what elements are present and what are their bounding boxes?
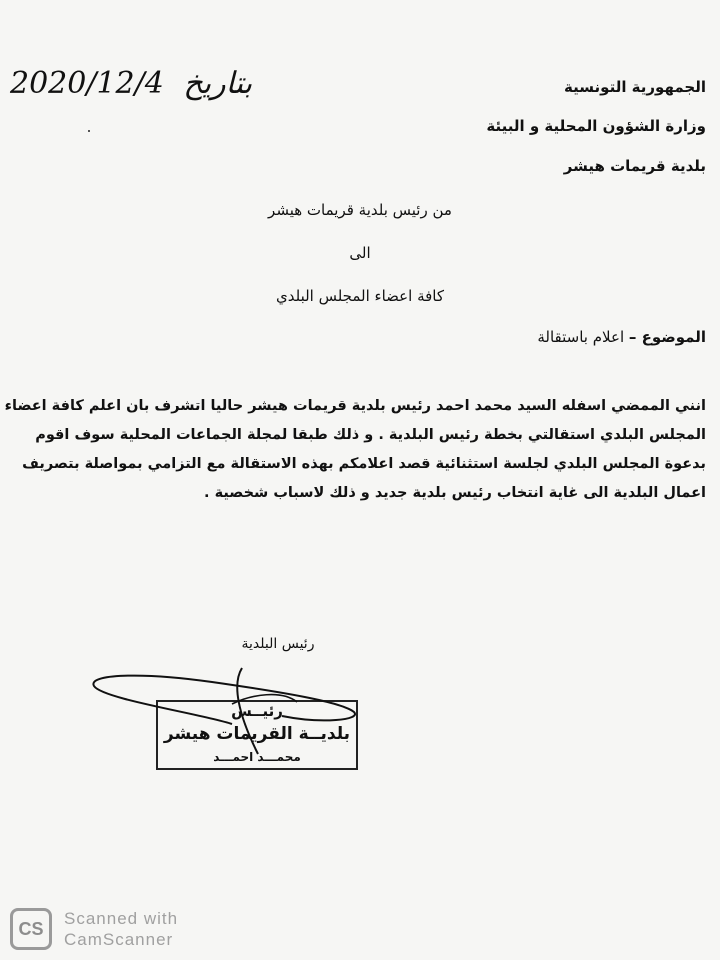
camscanner-watermark: [6, 906, 206, 952]
subject-text: اعلام باستقالة: [537, 328, 625, 346]
body-line: اعمال البلدية الى غاية انتخاب رئيس بلدية جديد و ذلك لاسباب شخصية .: [204, 485, 706, 501]
header-municipality: بلدية قريمات هيشر: [563, 157, 706, 175]
scanner-line2: CamScanner: [64, 930, 174, 949]
stamp-name: محمـــد احمـــد: [213, 750, 301, 764]
speck: [88, 130, 90, 132]
body-line: بدعوة المجلس البلدي لجلسة استثنائية قصد اعلامكم بهذه الاستقالة مع التزامي بمواصلة بتصريف: [22, 456, 706, 472]
header-ministry: وزارة الشؤون المحلية و البيئة: [486, 117, 706, 135]
from-line: من رئيس بلدية قريمات هيشر: [268, 201, 452, 219]
subject-line: [537, 328, 706, 346]
camscanner-text: [64, 908, 178, 950]
letter-body: [6, 392, 706, 508]
to-line: الى: [349, 244, 371, 262]
subject-label: الموضوع –: [628, 328, 706, 346]
body-line: انني الممضي اسفله السيد محمد احمد رئيس بلدية قريمات هيشر حاليا اتشرف بان اعلم كافة اعضاء: [4, 398, 706, 414]
stamp-title: رئيــس: [231, 702, 283, 720]
camscanner-logo: CS: [10, 908, 52, 950]
handwritten-date: [10, 66, 252, 101]
scanner-line1: Scanned with: [64, 909, 179, 928]
official-stamp: [156, 700, 358, 770]
stamp-municipality: بلديــة القريمات هيشر: [163, 724, 351, 744]
date-label: بتاريخ: [183, 66, 253, 101]
recipients-line: كافة اعضاء المجلس البلدي: [275, 287, 444, 305]
signature-title: رئيس البلدية: [241, 636, 315, 652]
date-value: 2020/12/4: [10, 66, 164, 101]
body-line: المجلس البلدي استقالتي بخطة رئيس البلدية . و ذلك طبقا لمجلة الجماعات المحلية سوف اقوم: [35, 427, 706, 443]
header-republic: الجمهورية التونسية: [564, 78, 706, 96]
